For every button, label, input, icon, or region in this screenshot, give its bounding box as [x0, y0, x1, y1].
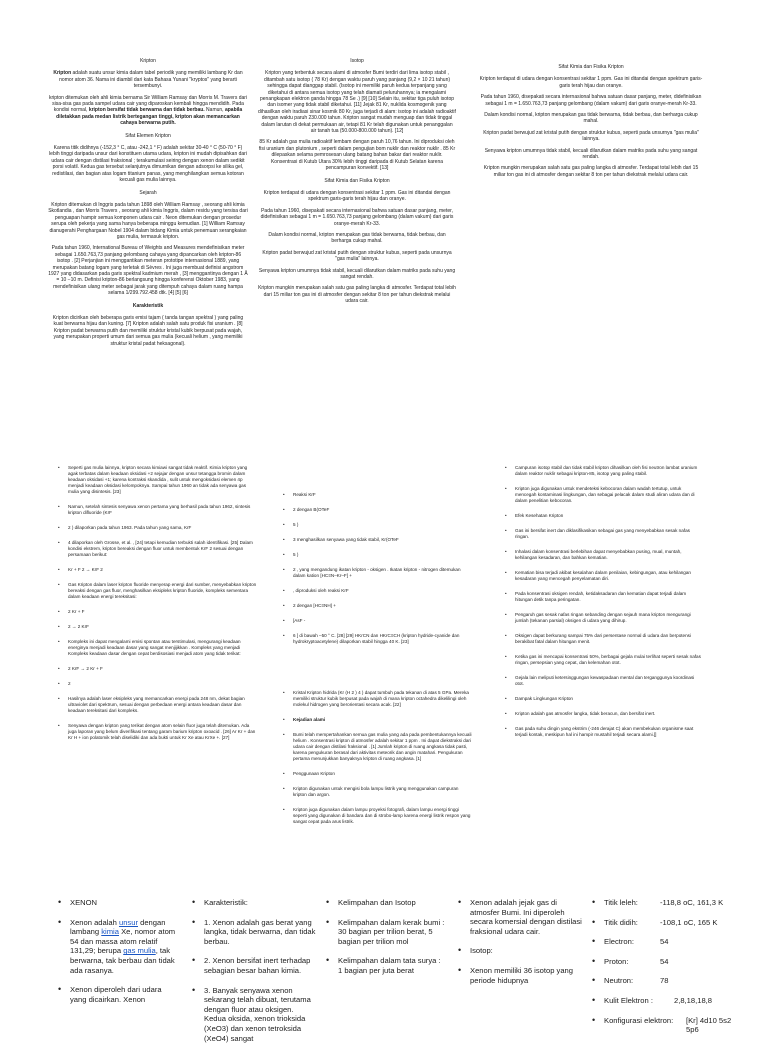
bullet-list-left	[58, 465, 258, 750]
link-unsur[interactable]: unsur	[118, 917, 138, 927]
article-column-isotop	[258, 52, 456, 310]
list-item: • Efek Kesehatan Kripton	[505, 513, 703, 519]
paragraph-isotop-2: 85 Kr adalah gas mulia radioaktif lembam dengan paruh 10,76 tahun. Ini diproduksi oleh fisi uranium dan plutonium , seperti dalam pengujian bom nuklir dan reaktor nuklir . 85 Kr dilepaskan selama pemrosesan ulang batang bahan bakar dari reaktor nuklir. Konsentrasi di Kutub Utara 30% lebih tinggi daripada di Kutub Selatan karena pencampuran konvektif. [13]	[258, 139, 456, 172]
list-item: • Kripton juga digunakan dalam lampu proyeksi fotografi, dalam lampu energi tinggi seperti yang digunakan di bandara dan di strobo-lamp karena energi listrik respon yang sangat cepat pada arus listrik.	[283, 807, 473, 825]
list-item: • 2 → 2 KrF	[58, 624, 258, 630]
property-label: • Konfigurasi elektron:	[604, 1015, 674, 1025]
property-electron	[592, 937, 744, 947]
property-value: 54	[660, 956, 669, 966]
paragraph-sifat-1: Kripton terdapat di udara dengan konsentrasi sekitar 1 ppm. Gas ini ditandai dengan spektrum garis-garis terah hijau dan oranye.	[479, 76, 703, 89]
article-column-sifat	[478, 58, 704, 183]
section-title-elemen: Sifat Elemen Kripton	[125, 132, 171, 139]
list-item: • 2 KrF → 2 Kr + F	[58, 666, 258, 672]
paragraph-sifat-6: Kripton mungkin merupakan salah satu gas paling langka di atmosfer. Terdapat total lebih dari 15 miliar ton gas ini di atmosfer dengan sekitar 8 ton per tahun diekstrak melalui udara cair.	[483, 165, 699, 178]
section-title-isotop: Isotop	[350, 58, 364, 64]
paragraph-fisika-5: Senyawa kripton umumnya tidak stabil, kecuali dilarutkan dalam matriks pada suhu yang sangat rendah.	[258, 267, 456, 280]
paragraph-sifat-2: Pada tahun 1960, disepakati secara internasional bahwa satuan dasar panjang, meter, didefinisikan sebagai 1 m = 1.650.763,73 panjang gelombang (dalam vakum) dari garis oranye-merah Kr-33.	[480, 94, 702, 107]
list-item: • [AsF -	[283, 618, 473, 624]
property-konfigurasi	[592, 1016, 744, 1035]
list-item: • Kripton digunakan untuk mengisi bola lampu listrik yang menggunakan campuran kripton dan argon.	[283, 786, 473, 798]
property-titik-didih	[592, 918, 744, 928]
list-item: • 5 )	[283, 522, 473, 528]
property-label: • Electron:	[604, 937, 634, 947]
bullet-list-center-bottom	[283, 690, 473, 834]
property-value: 78	[660, 976, 669, 986]
list-item: • Kelimpahan dalam tata surya : 1 bagian per juta berat	[326, 956, 446, 975]
property-label: • Titik leleh:	[604, 898, 638, 907]
intro-text: adalah suatu unsur kimia dalam tabel periodik yang memiliki lambang Kr dan nomor atom 36. Nama ini diambil dari kata Bahasa Yunani "kryptos" yang berarti tersembunyi.	[59, 70, 243, 90]
list-item: • 2 dengan [HC≡NH] +	[283, 603, 473, 609]
term-kripton: Kripton	[53, 70, 72, 77]
list-item: • Campuran isotop stabil dan tidak stabil kripton dihasilkan oleh fisi neutron lambat uranium dalam reaktor nuklir sebagai kripton-85, isotop yang paling stabil.	[505, 465, 703, 477]
list-item-kelimpahan: • Kelimpahan dan Isotop	[326, 898, 446, 908]
list-item: • Kripton adalah gas atmosfer langka, tidak beracun, dan bersifat inert.	[505, 711, 703, 717]
list-item: • Hasilnya adalah laser eksipleks yang memancarkan energi pada 248 nm, dekat bagian ultraviolet dari spektrum, sesuai dengan perbedaan energi antara keadaan dasar dan keadaan tereksitasi dari kompleks.	[58, 696, 258, 714]
property-label: • Titik didih:	[604, 917, 638, 927]
paragraph-sifat-3: Dalam kondisi normal, kripton merupakan gas tidak berwarna, tidak berbau, dan berharga cukup mahal.	[484, 112, 698, 125]
paragraph-fisika-3: Dalam kondisi normal, kripton merupakan gas tidak berwarna, tidak berbau, dan berharga cukup mahal.	[268, 231, 446, 245]
paragraph-fisika-2: Pada tahun 1960, disepakati secara internasional bahwa satuan dasar panjang, meter, didefinisikan sebagai 1 m = 1.650.763,73 panjang gelombang (dalam vakum) dari garis oranye-merah Kr-33.	[260, 207, 454, 227]
list-item: • Pada konsentrasi oksigen rendah, ketidaksadaran dan kematian dapat terjadi dalam hitungan detik tanpa peringatan.	[505, 591, 703, 603]
section-title-karakteristik: Karakteristik	[132, 302, 164, 309]
property-label: • Neutron:	[604, 976, 634, 986]
list-item: • Kompleks ini dapat mengalami emisi spontan atau terstimulasi, mengurangi keadaan energinya menjadi keadaan dasar yang sangat menjijikkan . Kompleks yang menjadi Kompleks keadaan dasar dengan cepat berdisosiasi menjadi atom yang tidak terikat:	[58, 639, 258, 657]
paragraph-fisika-6: Kripton mungkin merupakan salah satu gas paling langka di atmosfer. Terdapat total lebih dari 15 miliar ton gas ini di atmosfer dengan sekitar 8 ton per tahun diekstrak melalui udara cair.	[258, 285, 456, 305]
xenon-def-text-4: , tak berwarna, tak berbau dan tidak ada rasanya.	[70, 946, 175, 975]
list-item: • Gas pada suhu dingin yang ekstrim (-246 derajat C) akan membekukan organisme saat terjadi kontak, meskipun hal ini hampir mustahil terjadi secara alami.[]	[505, 726, 703, 738]
property-neutron	[592, 976, 744, 986]
property-label: • Proton:	[604, 956, 629, 966]
list-item: • Kr + F 2 → KrF 2	[58, 567, 258, 573]
list-item-heading: • Kejadian alami	[283, 717, 473, 723]
property-titik-leleh	[592, 898, 744, 908]
xenon-def-text-2: dengan lambang	[70, 917, 166, 937]
list-item-xenon: • XENON	[58, 898, 178, 908]
property-value: -118,8 oC, 161,3 K	[660, 898, 724, 907]
list-item: • Reaksi KrF	[283, 492, 473, 498]
list-item: • 2 Kr + F	[58, 609, 258, 615]
paragraph-elemen: Karena titik didihnya (-152,3 ° C, atau -242,1 ° F) adalah sekitar 30-40 ° C (50-70 ° F) lebih tinggi daripada unsur dari konstituen utama udara, kripton ini mudah dipisahkan dari udara cair dengan distilasi fraksional ; terakumulasi seiring dengan xenon dalam sedikit porsi volatil. Kedua gas tersebut selanjutnya dimurnikan dengan adsorpsi ke silika gel, redistilasi, dan bagian atas logam titanium panas, yang menghilangkan semua kotoran kecuali gas mulia lainnya.	[49, 145, 247, 184]
bullet-list-center-top	[283, 492, 473, 654]
discovery-text-2: Namun,	[204, 107, 225, 114]
list-item: • 4 dilaporkan oleh Grosse, et al. , [24] tetapi kemudian terbukti salah identifikasi. [25] Dalam kondisi ekstrem, kripton bereaksi dengan fluor untuk membentuk KrF 2 sesuai dengan persamaan berikut:	[58, 540, 258, 558]
list-item: • 1. Xenon adalah gas berat yang langka, tidak berwarna, dan tidak berbau.	[192, 918, 317, 947]
list-item: • Kripton juga digunakan untuk mendeteksi kebocoran dalam wadah tertutup, untuk mencegah kontaminasi lingkungan, dan sebagai pelacak dalam studi aliran udara dan di dalam penelitian kebocoran.	[505, 486, 703, 504]
link-gas-mulia[interactable]: gas mulia	[123, 946, 156, 956]
property-value: 2,8,18,18,8	[674, 995, 713, 1005]
xenon-column-3	[326, 898, 446, 986]
list-item: • 2 ) dilaporkan pada tahun 1963. Pada tahun yang sama, KrF	[58, 525, 258, 531]
discovery-bold-1: kripton bersifat tidak berwarna dan tidak berbau.	[88, 107, 205, 114]
paragraph-meter: Pada tahun 1960, International Bureau of Weights and Measures mendefinisikan meter sebagai 1.650.763,73 panjang gelombang cahaya yang dipancarkan oleh kripton-86 isotop . [2] Perjanjian ini menggantikan meteran prototipe internasional 1889, yang merupakan batang logam yang terletak di Sèvres . Ini juga membuat definisi angstrom 1927 yang didasarkan pada garis spektral kadmium merah , [3] menggantinya dengan 1 Å = 10 −10 m. Definisi kripton-86 berlangsung hingga konferensi Oktober 1983, yang mendefinisikan ulang meter sebagai jarak yang ditempuh cahaya dalam ruang hampa selama 1/299.792.458 dtk. [4] [5] [6]	[48, 245, 248, 297]
list-item: • Xenon diperoleh dari udara yang dicairkan. Xenon	[58, 985, 178, 1004]
section-title-sifat: Sifat Kimia dan Fisika Kripton	[558, 64, 624, 70]
paragraph-karakteristik: Kripton dicirikan oleh beberapa garis emisi tajam ( tanda tangan spektral ) yang paling kuat berwarna hijau dan kuning. [7] Kripton adalah salah satu produk fisi uranium . [8] Kripton padat berwarna putih dan memiliki struktur kristal kubik berpusat pada wajah, yang merupakan properti umum dari semua gas mulia (kecuali helium , yang memiliki struktur kristal padat heksagonal).	[52, 315, 244, 347]
list-item: • 2. Xenon bersifat inert terhadap sebagian besar bahan kimia.	[192, 956, 317, 975]
section-title-fisika: Sifat Kimia dan Fisika Kripton	[324, 177, 390, 184]
section-title-kripton: Kripton	[140, 58, 156, 64]
paragraph-sejarah: Kripton ditemukan di Inggris pada tahun 1898 oleh William Ramsay , seorang ahli kimia Skotlandia , dan Morris Travers , seorang ahli kimia Inggris, dalam residu yang tersisa dari penguapan hampir semua komponen udara cair . Neon ditemukan dengan prosedur serupa oleh pekerja yang sama hanya beberapa minggu kemudian. [1] William Ramsay dianugerahi Penghargaan Nobel 1904 dalam bidang Kimia untuk penemuan serangkaian gas mulia, termasuk kripton.	[48, 201, 248, 240]
discovery-bold-2: apabila diletakkan pada medan listrik bertegangan tinggi, kripton akan memancarkan cahaya berwarna putih.	[56, 107, 243, 127]
list-item: • Dampak Lingkungan Kripton	[505, 696, 703, 702]
bullet-list-right	[505, 465, 703, 747]
list-item: • Seperti gas mulia lainnya, kripton secara kimiawi sangat tidak reaktif. Kimia kripton yang agak terbatas dalam keadaan oksidasi +2 sejajar dengan unsur tetangga bromin dalam keadaan oksidasi +1; karena kontraksi skandida , sulit untuk mengoksidasi elemen 4p menjadi keadaan oksidasi kelompoknya. Sampai tahun 1960 an tidak ada senyawa gas mulia yang disintesis. [23]	[58, 465, 258, 495]
property-value: 54	[660, 937, 669, 947]
list-item: • Namun, setelah sintesis senyawa xenon pertama yang berhasil pada tahun 1962, sintesis kripton difluoride (KrF	[58, 504, 258, 516]
property-label: • Kulit Elektron :	[604, 995, 653, 1005]
list-item: • 3 menghasilkan senyawa yang tidak stabil, Kr(OTeF	[283, 537, 473, 543]
list-item: • 5 )	[283, 552, 473, 558]
list-item: • Gas Kripton dalam laser kripton fluoride menyerap energi dari sumber, menyebabkan kripton bereaksi dengan gas fluor, menghasilkan eksipleks kripton fluoride, kompleks sementara dalam keadaan energi tereksitasi:	[58, 582, 258, 600]
list-item: • Pengaruh gas sesak nafas ringan sebanding dengan sejauh mana kripton mengurangi jumlah (tekanan parsial) oksigen di udara yang dihirup.	[505, 612, 703, 624]
list-item: • Oksigen dapat berkurang sampai 75% dari persentase normal di udara dan berpotensi berakibat fatal dalam hitungan menit.	[505, 633, 703, 645]
list-item: • Xenon memiliki 36 isotop yang periode hidupnya	[458, 966, 583, 985]
xenon-column-2	[192, 898, 317, 1053]
xenon-column-1	[58, 898, 178, 1014]
article-column-kripton	[48, 52, 248, 352]
property-proton	[592, 957, 744, 967]
paragraph-fisika-4: Kripton padat berwujud zat kristal putih dengan struktur kubus, seperti pada unsurnya "gas mulia" lainnya.	[262, 249, 452, 263]
list-item: • Inhalasi dalam konsentrasi berlebihan dapat menyebabkan pusing, mual, muntah, kehilangan kesadaran, dan bahkan kematian.	[505, 549, 703, 561]
property-value: [Kr] 4d10 5s2 5p6	[686, 1015, 732, 1035]
paragraph-sifat-4: Kripton padat berwujud zat kristal putih dengan struktur kubus, seperti pada unsurnya "gas mulia" lainnya.	[483, 129, 699, 143]
paragraph-sifat-5: Senyawa kripton umumnya tidak stabil, kecuali dilarutkan dalam matriks pada suhu yang sangat rendah.	[484, 147, 698, 161]
section-title-sejarah: Sejarah	[139, 189, 157, 196]
list-item: • 2 , yang mengandung ikatan kripton - oksigen . Ikatan kripton - nitrogen ditemukan dalam kation [HC≡N–Kr–F] +	[283, 567, 473, 579]
xenon-def-text-3: Xe, nomor atom 54 dan massa atom relatif 131,29; berupa	[70, 927, 176, 956]
property-value: -108,1 oC, 165 K	[660, 917, 718, 927]
list-item-karakteristik: • Karakteristik:	[192, 898, 317, 908]
list-item-xenon-def	[58, 918, 178, 976]
list-item: • Gas ini bersifat inert dan diklasifikasikan sebagai gas yang menyebabkan sesak nafas ringan.	[505, 528, 703, 540]
paragraph-isotop-1: Kripton yang terbentuk secara alami di atmosfer Bumi terdiri dari lima isotop stabil , ditambah satu isotop ( 78 Kr) dengan waktu paruh yang panjang (9,2 × 10 21 tahun) sehingga dapat dianggap stabil. (Isotop ini memiliki paruh kedua terpanjang yang diketahui di antara semua isotop yang telah diamati peluruhannya; ia mengalami penangkapan elektron ganda hingga 78 Se .) [9] [10] Selain itu, sekitar tiga puluh isotop dan isomer yang tidak stabil diketahui. [11] Jejak 81 Kr, nuklida kosmogenik yang dihasilkan oleh iradiasi sinar kosmik 80 Kr, juga terjadi di alam: isotop ini adalah radioaktif dengan waktu paruh 230.000 tahun. Kripton sangat mudah menguap dan tidak tinggal dalam larutan di dekat permukaan air, tetapi 81 Kr telah digunakan untuk penanggalan air tanah tua (50.000-800.000 tahun). [12]	[258, 70, 456, 135]
property-kulit-elektron	[592, 996, 744, 1006]
list-item: • Bumi telah mempertahankan semua gas mulia yang ada pada pembentukannya kecuali helium . Konsentrasi kripton di atmosfer adalah sekitar 1 ppm . Ini dapat diekstraksi dari udara cair dengan distilasi fraksional . [1] Jumlah kripton di ruang angkasa tidak pasti, karena pengukuran berasal dari aktivitas meteorik dan angin matahari. Pengukuran pertama menunjukkan banyaknya kripton di ruang angkasa. [1]	[283, 732, 473, 762]
list-item: • Kristal Kripton hidrida (Kr (H 2 ) 4 ) dapat tumbuh pada tekanan di atas 5 GPa. Mereka memiliki struktur kubik berpusat pada wajah di mana kripton octahedra dikelilingi oleh molekul hidrogen yang berorientasi secara acak. [22]	[283, 690, 473, 708]
list-item: • Senyawa dengan kripton yang terikat dengan atom selain fluor juga telah ditemukan. Ada juga laporan yang belum diverifikasi tentang garam barium kripton oxoacid . [26] Ar Kr + dan Kr H + ion polatomik telah diselidiki dan ada bukti untuk Kr Xe atau KrXe +. [27]	[58, 723, 258, 741]
link-kimia[interactable]: kimia	[101, 927, 119, 937]
list-item: • 2	[58, 681, 258, 687]
list-item: • Kelimpahan dalam kerak bumi : 30 bagian per trilion berat, 5 bagian per trilion mol	[326, 918, 446, 947]
paragraph-discovery	[48, 95, 248, 127]
xenon-properties	[592, 898, 744, 1045]
list-item-isotop: • Isotop:	[458, 946, 583, 956]
xenon-def-text: Xenon adalah	[70, 917, 119, 927]
list-item: • 6 ] di bawah –50 ° C. [28] [29] HKrCN dan HKrC≡CH (kripton hydride-cyanide dan hydrokryptoacetylene) dilaporkan stabil hingga 40 K. [23]	[283, 633, 473, 645]
list-item: • , diproduksi oleh reaksi KrF	[283, 588, 473, 594]
paragraph-fisika-1: Kripton terdapat di udara dengan konsentrasi sekitar 1 ppm. Gas ini ditandai dengan spektrum garis-garis terah hijau dan oranye.	[263, 189, 451, 203]
list-item: • Xenon adalah jejak gas di atmosfer Bumi. Ini diperoleh secara komersial dengan distilasi fraksional udara cair.	[458, 898, 583, 936]
list-item: • Gejala lain meliputi ketersinggungan kewaspadaan mental dan terganggunya koordinasi otot.	[505, 675, 703, 687]
paragraph-intro	[48, 70, 248, 89]
list-item: • Ketika gas ini mencapai konsentrasi 50%, berbagai gejala mulai terlihat seperti sesak nafas ringan, persepsian yang cepat, dan kelemahan otot.	[505, 654, 703, 666]
list-item: • 3. Banyak senyawa xenon sekarang telah dibuat, terutama dengan fluor atau oksigen. Kedua oksida, xenon trioksida (XeO3) dan xenon tetroksida (XeO4) sangat	[192, 986, 317, 1044]
discovery-text: kripton ditemukan oleh ahli kimia bernama Sir William Ramsay dan Morris M. Travers dari sisa-sisa gas pada sampel udara cair yang diparoskan kembali hingga mendidih. Pada kondisi normal,	[48, 94, 248, 114]
list-item: • Kematian bisa terjadi akibat kesalahan dalam penilaian, kebingungan, atau kehilangan kesadaran yang mencegah penyelamatan diri.	[505, 570, 703, 582]
list-item: • Penggunaan Kripton	[283, 771, 473, 777]
list-item: • 2 dengan B(OTeF	[283, 507, 473, 513]
xenon-column-4	[458, 898, 583, 995]
